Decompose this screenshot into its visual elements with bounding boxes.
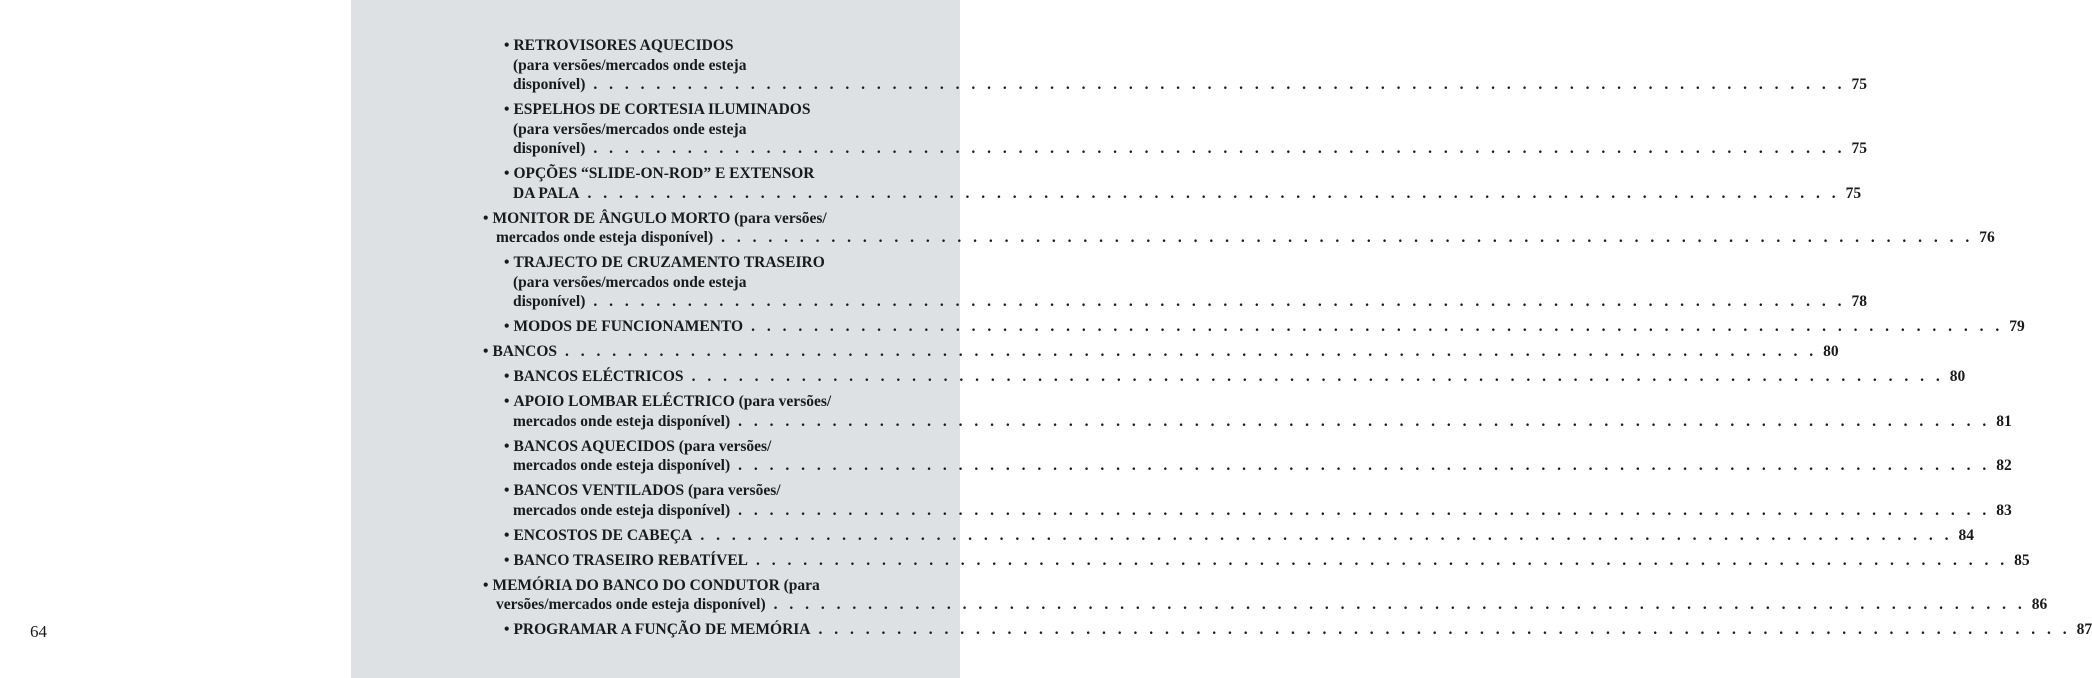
toc-entry-line bbox=[504, 139, 1867, 159]
toc-entry-line bbox=[504, 392, 960, 412]
dot-leader: . . . . . . . . . . . . . . . . . . . . . . . . . . . . . . . . . . . . . . . . . . . . . . . . . . . . . . . . . . . . . . . . . . . . . . . . . . . . . . . . bbox=[700, 526, 1953, 544]
bullet-icon: • bbox=[504, 621, 510, 638]
toc-entry[interactable] bbox=[351, 367, 1966, 387]
toc-entry-line bbox=[483, 595, 2048, 615]
toc-page-number: 84 bbox=[1958, 526, 1974, 544]
toc-entry-line bbox=[504, 273, 960, 293]
toc-entry-text: BANCOS bbox=[492, 343, 558, 360]
toc-entry-line bbox=[483, 209, 960, 229]
toc-entry-title bbox=[513, 75, 585, 95]
toc-entry[interactable] bbox=[351, 620, 2092, 640]
bullet-icon: • bbox=[504, 482, 510, 499]
toc-entry-text: RETROVISORES AQUECIDOS bbox=[513, 37, 734, 54]
toc-entry-text: mercados onde esteja disponível) bbox=[496, 229, 714, 246]
dot-leader: . . . . . . . . . . . . . . . . . . . . . . . . . . . . . . . . . . . . . . . . . . . . . . . . . . . . . . . . . . . . . . . . . . . . . . . . . . . . . . . . bbox=[756, 551, 2009, 569]
dot-leader: . . . . . . . . . . . . . . . . . . . . . . . . . . . . . . . . . . . . . . . . . . . . . . . . . . . . . . . . . . . . . . . . . . . . . . . . . . . . . . . . bbox=[773, 596, 2026, 613]
dot-leader: . . . . . . . . . . . . . . . . . . . . . . . . . . . . . . . . . . . . . . . . . . . . . . . . . . . . . . . . . . . . . . . . . . . . . . . . . . . . . . . . bbox=[593, 293, 1846, 310]
toc-entry[interactable] bbox=[351, 164, 1862, 203]
toc-entry[interactable] bbox=[351, 392, 2012, 431]
toc-entry[interactable] bbox=[351, 317, 2025, 337]
bullet-icon: • bbox=[504, 526, 510, 544]
toc-panel bbox=[351, 0, 2092, 678]
page-number: 64 bbox=[30, 622, 47, 641]
toc-entry-line bbox=[504, 56, 960, 76]
left-page bbox=[0, 0, 351, 678]
bullet-icon: • bbox=[504, 437, 510, 455]
dot-leader: . . . . . . . . . . . . . . . . . . . . . . . . . . . . . . . . . . . . . . . . . . . . . . . . . . . . . . . . . . . . . . . . . . . . . . . . . . . . . . . . bbox=[738, 412, 1991, 430]
toc-page-number: 76 bbox=[1979, 229, 1995, 246]
toc-entry-line bbox=[483, 228, 1995, 248]
bullet-icon: • bbox=[483, 209, 489, 227]
toc-entry-title bbox=[513, 292, 585, 312]
bullet-icon: • bbox=[483, 343, 489, 360]
toc-page-number: 85 bbox=[2014, 551, 2030, 569]
toc-entry-text: TRAJECTO DE CRUZAMENTO TRASEIRO bbox=[513, 254, 825, 271]
dot-leader: . . . . . . . . . . . . . . . . . . . . . . . . . . . . . . . . . . . . . . . . . . . . . . . . . . . . . . . . . . . . . . . . . . . . . . . . . . . . . . . . bbox=[691, 368, 1944, 385]
toc-entry[interactable] bbox=[351, 36, 1867, 95]
toc-entry-text: BANCO TRASEIRO REBATÍVEL bbox=[513, 551, 749, 569]
toc-entry-line bbox=[504, 367, 1966, 387]
toc-entry-text: (para versões/mercados onde esteja bbox=[513, 273, 747, 291]
toc-entry-line bbox=[504, 100, 960, 120]
toc-entry[interactable] bbox=[351, 209, 1995, 248]
toc-entry-title bbox=[513, 184, 579, 204]
bullet-icon: • bbox=[504, 368, 510, 385]
toc-entry-title bbox=[504, 367, 684, 387]
toc-entry-line bbox=[504, 437, 960, 457]
toc-entry-text: PROGRAMAR A FUNÇÃO DE MEMÓRIA bbox=[513, 621, 811, 638]
bullet-icon: • bbox=[504, 165, 510, 182]
toc-page-number: 83 bbox=[1996, 501, 2012, 519]
toc-entry-text: (para versões/mercados onde esteja bbox=[513, 56, 747, 74]
toc-entry-title bbox=[504, 526, 692, 546]
toc-entry[interactable] bbox=[351, 481, 2012, 520]
table-of-contents bbox=[351, 36, 2092, 645]
toc-entry-line bbox=[504, 501, 2012, 521]
toc-entry[interactable] bbox=[351, 253, 1867, 312]
toc-entry-line bbox=[504, 75, 1867, 95]
toc-entry-text: MODOS DE FUNCIONAMENTO bbox=[513, 318, 744, 335]
toc-entry-text: APOIO LOMBAR ELÉCTRICO (para versões/ bbox=[513, 393, 832, 410]
dot-leader: . . . . . . . . . . . . . . . . . . . . . . . . . . . . . . . . . . . . . . . . . . . . . . . . . . . . . . . . . . . . . . . . . . . . . . . . . . . . . . . . bbox=[751, 318, 2004, 335]
dot-leader: . . . . . . . . . . . . . . . . . . . . . . . . . . . . . . . . . . . . . . . . . . . . . . . . . . . . . . . . . . . . . . . . . . . . . . . . . . . . . . . . bbox=[593, 140, 1846, 157]
toc-entry-line bbox=[504, 481, 960, 501]
toc-entry-text: mercados onde esteja disponível) bbox=[513, 457, 731, 474]
toc-entry-line bbox=[504, 292, 1867, 312]
toc-entry-title bbox=[483, 342, 557, 362]
toc-entry-line bbox=[504, 620, 2092, 640]
toc-entry-text: BANCOS VENTILADOS (para versões/ bbox=[513, 482, 781, 499]
dot-leader: . . . . . . . . . . . . . . . . . . . . . . . . . . . . . . . . . . . . . . . . . . . . . . . . . . . . . . . . . . . . . . . . . . . . . . . . . . . . . . . . bbox=[565, 343, 1818, 360]
toc-page-number: 75 bbox=[1845, 184, 1862, 202]
toc-entry-text: mercados onde esteja disponível) bbox=[513, 501, 731, 519]
toc-entry-text: MONITOR DE ÂNGULO MORTO (para versões/ bbox=[492, 209, 827, 227]
dot-leader: . . . . . . . . . . . . . . . . . . . . . . . . . . . . . . . . . . . . . . . . . . . . . . . . . . . . . . . . . . . . . . . . . . . . . . . . . . . . . . . . bbox=[818, 621, 2071, 638]
toc-entry[interactable] bbox=[351, 576, 2048, 615]
toc-entry-text: disponível) bbox=[513, 76, 586, 93]
toc-entry[interactable] bbox=[351, 342, 1839, 362]
bullet-icon: • bbox=[504, 318, 510, 335]
toc-entry[interactable] bbox=[351, 526, 1974, 546]
toc-entry-line bbox=[504, 120, 960, 140]
toc-entry-text: mercados onde esteja disponível) bbox=[513, 412, 731, 430]
toc-entry-line bbox=[504, 526, 1974, 546]
toc-page-number: 80 bbox=[1823, 343, 1839, 360]
toc-entry-line bbox=[504, 317, 2025, 337]
toc-entry-line bbox=[504, 412, 2012, 432]
toc-entry-title bbox=[496, 228, 713, 248]
toc-page-number: 75 bbox=[1851, 140, 1867, 157]
toc-entry-text: versões/mercados onde esteja disponível) bbox=[496, 596, 766, 613]
toc-page-number: 79 bbox=[2009, 318, 2025, 335]
toc-entry-line bbox=[504, 253, 960, 273]
toc-entry-line bbox=[504, 184, 1862, 204]
dot-leader: . . . . . . . . . . . . . . . . . . . . . . . . . . . . . . . . . . . . . . . . . . . . . . . . . . . . . . . . . . . . . . . . . . . . . . . . . . . . . . . . bbox=[738, 457, 1991, 474]
toc-entry-title bbox=[504, 317, 743, 337]
bullet-icon: • bbox=[504, 37, 510, 54]
toc-page-number: 80 bbox=[1949, 368, 1966, 385]
toc-page-number: 81 bbox=[1996, 412, 2012, 430]
toc-entry-text: ESPELHOS DE CORTESIA ILUMINADOS bbox=[513, 101, 811, 118]
bullet-icon: • bbox=[504, 393, 510, 410]
toc-entry-title bbox=[504, 620, 811, 640]
toc-entry-text: disponível) bbox=[513, 140, 586, 157]
toc-page-number: 82 bbox=[1996, 457, 2012, 474]
bullet-icon: • bbox=[504, 101, 510, 118]
toc-entry-title bbox=[513, 412, 730, 432]
toc-entry-line bbox=[483, 342, 1839, 362]
toc-entry-text: BANCOS AQUECIDOS (para versões/ bbox=[513, 437, 772, 455]
toc-entry-text: OPÇÕES “SLIDE-ON-ROD” E EXTENSOR bbox=[513, 165, 815, 182]
toc-entry-text: MEMÓRIA DO BANCO DO CONDUTOR (para bbox=[492, 576, 820, 594]
toc-entry-title bbox=[496, 595, 766, 615]
toc-entry-title bbox=[513, 501, 730, 521]
dot-leader: . . . . . . . . . . . . . . . . . . . . . . . . . . . . . . . . . . . . . . . . . . . . . . . . . . . . . . . . . . . . . . . . . . . . . . . . . . . . . . . . bbox=[587, 184, 1840, 202]
toc-entry[interactable] bbox=[351, 551, 2030, 571]
dot-leader: . . . . . . . . . . . . . . . . . . . . . . . . . . . . . . . . . . . . . . . . . . . . . . . . . . . . . . . . . . . . . . . . . . . . . . . . . . . . . . . . bbox=[721, 229, 1974, 246]
bullet-icon: • bbox=[504, 551, 510, 569]
toc-page-number: 86 bbox=[2031, 596, 2048, 613]
toc-entry-line bbox=[504, 36, 960, 56]
toc-page-number: 78 bbox=[1851, 293, 1867, 310]
toc-entry-text: (para versões/mercados onde esteja bbox=[513, 120, 747, 138]
toc-entry-line bbox=[504, 551, 2030, 571]
toc-entry[interactable] bbox=[351, 437, 2012, 476]
toc-entry-text: DA PALA bbox=[513, 184, 580, 202]
toc-entry-text: ENCOSTOS DE CABEÇA bbox=[513, 526, 693, 544]
toc-entry[interactable] bbox=[351, 100, 1867, 159]
toc-entry-text: disponível) bbox=[513, 293, 586, 310]
toc-entry-title bbox=[504, 551, 748, 571]
toc-entry-title bbox=[513, 139, 585, 159]
toc-entry-text: BANCOS ELÉCTRICOS bbox=[513, 368, 684, 385]
toc-entry-line bbox=[504, 456, 2012, 476]
dot-leader: . . . . . . . . . . . . . . . . . . . . . . . . . . . . . . . . . . . . . . . . . . . . . . . . . . . . . . . . . . . . . . . . . . . . . . . . . . . . . . . . bbox=[593, 76, 1846, 93]
toc-page-number: 75 bbox=[1851, 76, 1867, 93]
toc-entry-line bbox=[483, 576, 960, 596]
toc-entry-line bbox=[504, 164, 960, 184]
toc-entry-title bbox=[513, 456, 730, 476]
toc-page-number: 87 bbox=[2076, 621, 2092, 638]
dot-leader: . . . . . . . . . . . . . . . . . . . . . . . . . . . . . . . . . . . . . . . . . . . . . . . . . . . . . . . . . . . . . . . . . . . . . . . . . . . . . . . . bbox=[738, 501, 1991, 519]
bullet-icon: • bbox=[504, 254, 510, 271]
bullet-icon: • bbox=[483, 576, 489, 594]
